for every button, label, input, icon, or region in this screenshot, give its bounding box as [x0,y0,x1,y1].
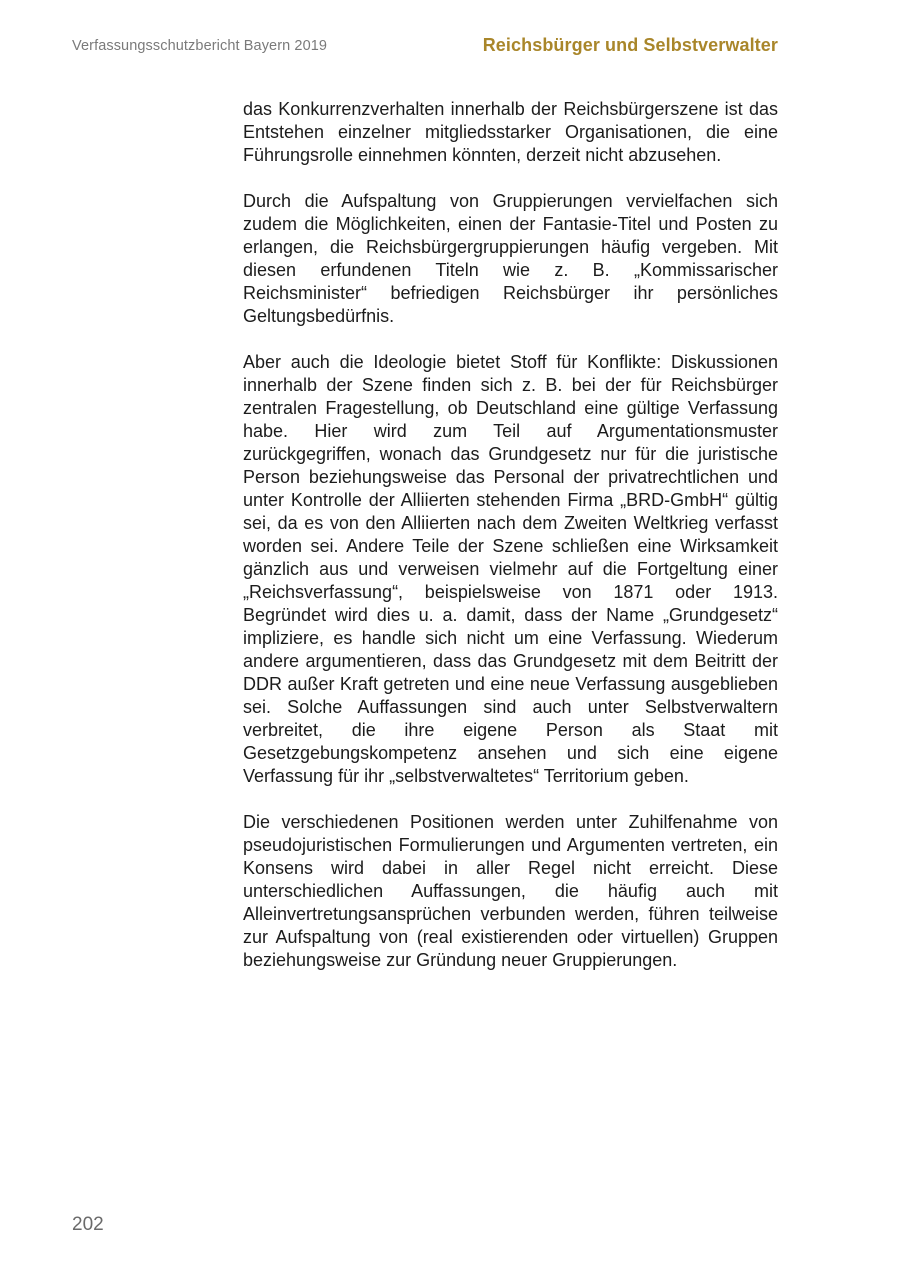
page-number: 202 [72,1214,104,1235]
paragraph-4: Die verschiedenen Positionen werden unter Zuhilfenahme von pseudojuristischen Formulierungen und Argumenten vertreten, ein Konsens wird dabei in aller Regel nicht erreicht. Diese unterschiedlichen Auffassungen, die häufig auch mit Alleinvertretungsansprüchen verbunden werden, führen teilweise zur Aufspaltung von (real existierenden oder virtuellen) Gruppen beziehungsweise zur Gründung neuer Gruppierungen. [243,812,778,970]
paragraph-3: Aber auch die Ideologie bietet Stoff für Konflikte: Diskussionen innerhalb der Szene finden sich z. B. bei der für Reichsbürger zentralen Fragestellung, ob Deutschland eine gültige Verfassung habe. Hier wird zum Teil auf Argumentationsmuster zurückgegriffen, wonach das Grundgesetz nur für die juristische Person beziehungsweise das Personal der privatrechtlichen und unter Kontrolle der Alliierten stehenden Firma „BRD-GmbH“ gültig sei, da es von den Alliierten nach dem Zweiten Weltkrieg verfasst worden sei. Andere Teile der Szene schließen eine Wirksamkeit gänzlich aus und verweisen vielmehr auf die Fortgeltung einer „Reichsverfassung“, beispielsweise von 1871 oder 1913. Begründet wird dies u. a. damit, dass der Name „Grundgesetz“ impliziere, es handle sich nicht um eine Verfassung. Wiederum andere argumentieren, dass das Grundgesetz mit dem Beitritt der DDR außer Kraft getreten und eine neue Verfassung ausgeblieben sei. Solche Auffassungen sind auch unter Selbstverwaltern verbreitet, die ihre eigene Person als Staat mit Gesetzgebungskompetenz ansehen und sich eine eigene Verfassung für ihr „selbstverwaltetes“ Territorium geben. [243,352,778,786]
running-header-publication: Verfassungsschutzbericht Bayern 2019 [72,38,328,54]
paragraph-1: das Konkurrenzverhalten innerhalb der Reichsbürgerszene ist das Entstehen einzelner mitgliedsstarker Organisationen, die eine Führungsrolle einnehmen könnten, derzeit nicht abzusehen. [243,99,778,165]
body-text [243,98,778,995]
paragraph-2: Durch die Aufspaltung von Gruppierungen vervielfachen sich zudem die Möglichkeiten, einen der Fantasie-Titel und Posten zu erlangen, die Reichsbürgergruppierungen häufig vergeben. Mit diesen erfundenen Titeln wie z. B. „Kommissarischer Reichsminister“ befriedigen Reichsbürger ihr persönliches Geltungsbedürfnis. [243,191,778,326]
running-header-section-title: Reichsbürger und Selbstverwalter [482,35,778,55]
